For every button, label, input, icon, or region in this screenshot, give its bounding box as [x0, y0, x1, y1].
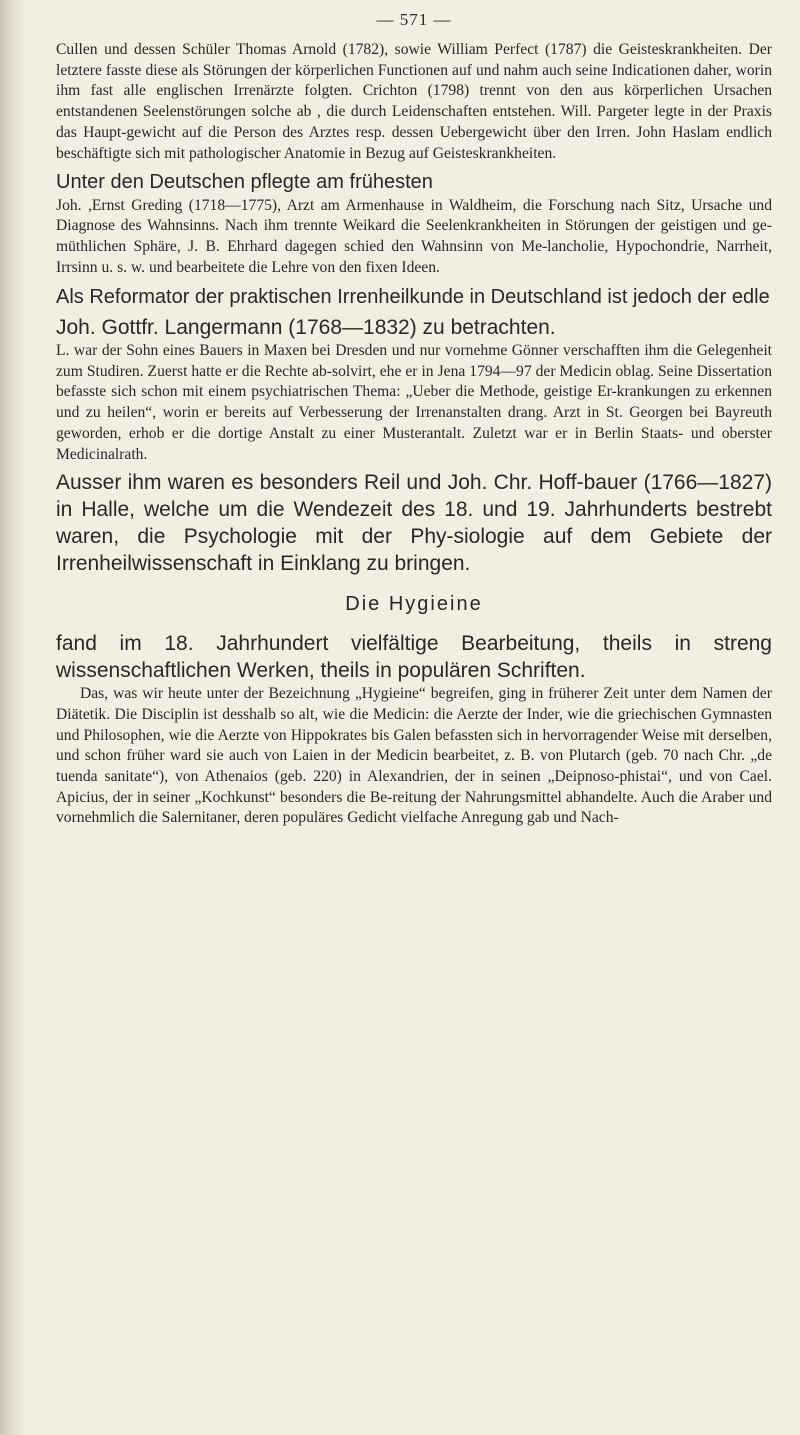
- paragraph-langermann-title: Joh. Gottfr. Langermann (1768—1832) zu betrachten.: [56, 316, 556, 340]
- page-gutter-shadow: [0, 0, 26, 1435]
- paragraph-reformator-intro: Als Reformator der praktischen Irrenheilkunde in Deutschland ist jedoch der edle: [56, 285, 770, 308]
- paragraph-langermann-bio: L. war der Sohn eines Bauers in Maxen bei Dresden und nur vornehme Gönner verschafften ihm die Gelegenheit zum Studiren. Zuerst hatte er die Rechte ab-solvirt, ehe er in Jena 1794—97 der Medicin oblag. Seine Dissertation befasste sich schon mit einem psychiatrischen Thema: „Ueber die Methode, geistige Er-krankungen zu erkennen und zu heilen“, worin er bereits auf Verbesserung der Irrenanstalten drang. Arzt in St. Georgen bei Bayreuth geworden, erhob er die dortige Anstalt zu einer Musterantalt. Zuletzt war er in Berlin Staats- und oberster Medicinalrath.: [56, 342, 772, 463]
- paragraph-germans-intro: Unter den Deutschen pflegte am frühesten: [56, 171, 433, 194]
- paragraph-english-psychiatrists: Cullen und dessen Schüler Thomas Arnold (1782), sowie William Perfect (1787) die Geisteskrankheiten. Der letztere fasste diese als Störungen der körperlichen Functionen auf und nahm auch seine Indicationen daher, worin ihm fast alle englischen Irrenärzte folgten. Crichton (1798) trennt von den aus körperlichen Ursachen entstandenen Seelenstörungen solche ab , die durch Leidenschaften entstehen. Will. Pargeter legte in der Praxis das Haupt-gewicht auf die Person des Arztes resp. dessen Uebergewicht über den Irren. John Haslam endlich beschäftigte sich mit pathologischer Anatomie in Bezug auf Geisteskrankheiten.: [56, 41, 772, 162]
- paragraph-reil-hoffbauer: Ausser ihm waren es besonders Reil und Joh. Chr. Hoff-bauer (1766—1827) in Halle, welche um die Wendezeit des 18. und 19. Jahrhunderts bestrebt waren, die Psychologie mit der Phy-siologie auf dem Gebiete der Irrenheilwissenschaft in Einklang zu bringen.: [56, 471, 772, 576]
- section-heading-hygieine: Die Hygieine: [345, 593, 483, 616]
- paragraph-greding: Joh. ,Ernst Greding (1718—1775), Arzt am Armenhause in Waldheim, die Forschung nach Sitz, Ursache und Diagnose des Wahnsinns. Nach ihm trennte Weikard die Seelenkrankheiten in Störungen der geistigen und ge-müthlichen Sphäre, J. B. Ehrhard dagegen schied den Wahnsinn von Me-lancholie, Hypochondrie, Narrheit, Irrsinn u. s. w. und bearbeitete die Lehre von den fixen Ideen.: [56, 196, 772, 276]
- paragraph-hygieine-intro: fand im 18. Jahrhundert vielfältige Bearbeitung, theils in streng wissenschaftlichen Werken, theils in populären Schriften.: [56, 632, 772, 683]
- page-number: — 571 —: [376, 10, 452, 29]
- book-page: [56, 10, 772, 829]
- paragraph-hygieine-history: Das, was wir heute unter der Bezeichnung „Hygieine“ begreifen, ging in früherer Zeit unter dem Namen der Diätetik. Die Disciplin ist desshalb so alt, wie die Medicin: die Aerzte der Inder, wie die griechischen Gymnasten und Philosophen, wie die Aerzte von Hippokrates bis Galen befassten sich in hervorragender Weise mit derselben, und schon früher ward sie auch von Laien in der Medicin bearbeitet, z. B. von Plutarch (geb. 70 nach Chr. „de tuenda sanitate“), von Athenaios (geb. 220) in Alexandrien, der in seinen „Deipnoso-phistai“, und von Cael. Apicius, der in seiner „Kochkunst“ besonders die Be-reitung der Nahrungsmittel abhandelte. Auch die Araber und vornehmlich die Salernitaner, deren populäres Gedicht vielfache Anregung gab und Nach-: [56, 685, 772, 827]
